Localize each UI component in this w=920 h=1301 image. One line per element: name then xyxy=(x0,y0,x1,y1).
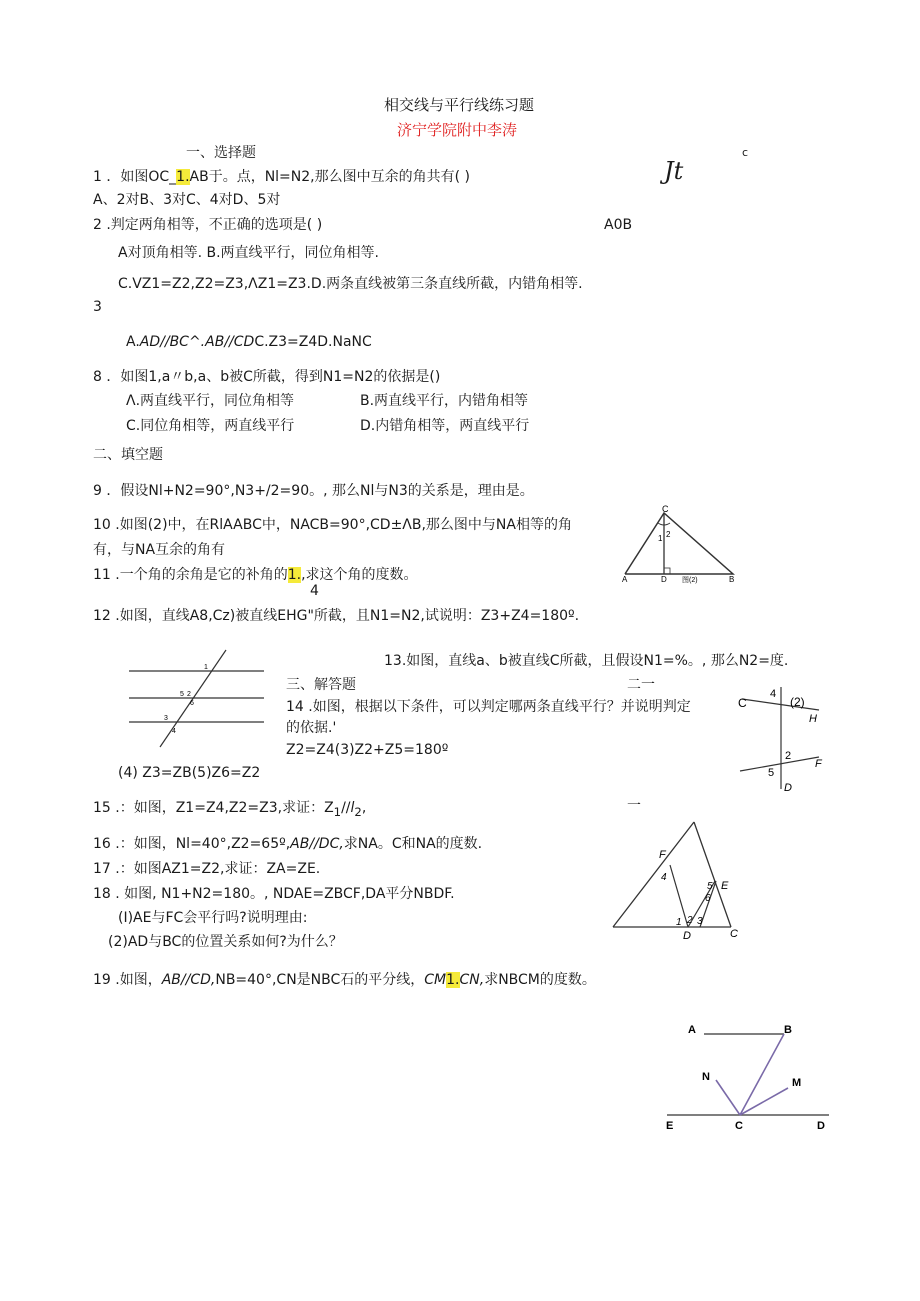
label-b: B xyxy=(729,575,735,584)
question-2: 2 .判定两角相等，不正确的选项是( ) xyxy=(93,217,323,233)
label-e: E xyxy=(666,1120,674,1132)
label-c: C xyxy=(662,504,669,514)
question-8-option-c: C.同位角相等，两直线平行 xyxy=(126,418,295,434)
question-3-options: A.AD//BC^.AB//CDC.Z3=Z4D.NaNC xyxy=(126,334,372,350)
label-2: 2 xyxy=(687,915,693,926)
figure-caption: 图(2) xyxy=(682,577,698,584)
question-12: 12 .如图，直线A8,Cz)被直线EHG"所截，且N1=N2,试说明：Z3+Z4=180º. xyxy=(93,608,580,624)
label-fig-2: (2) xyxy=(790,695,805,709)
figure-q18 xyxy=(610,817,745,942)
question-1: 1 ．如图OC_1.AB于。点，Nl=N2,那么图中互余的角共有( ) xyxy=(93,169,470,185)
label-1: 1 xyxy=(676,917,682,928)
label-2: 2 xyxy=(187,691,191,698)
question-2-line-1: A对顶角相等. B.两直线平行，同位角相等. xyxy=(118,245,379,261)
section-heading-choice: 一、选择题 xyxy=(186,145,256,161)
question-1-options: A、2对B、3对C、4对D、5对 xyxy=(93,192,281,208)
label-2: 2 xyxy=(785,750,792,762)
label-d: D xyxy=(683,930,691,942)
label-d: D xyxy=(784,782,792,794)
label-2: 2 xyxy=(666,530,671,539)
label-c: C xyxy=(730,928,738,940)
question-11: 11 .一个角的余角是它的补角的1.,求这个角的度数。 xyxy=(93,567,418,583)
label-1: 1 xyxy=(204,664,208,671)
label-5: 5 xyxy=(768,767,775,779)
question-14-line-1: 14 .如图，根据以下条件，可以判定哪两条直线平行？并说明判定 xyxy=(286,699,691,715)
label-d: D xyxy=(661,575,667,584)
question-8-option-a: Λ.两直线平行，同位角相等 xyxy=(126,393,295,409)
label-4: 4 xyxy=(661,872,667,883)
label-4: 4 xyxy=(172,728,176,735)
label-5: 5 xyxy=(180,691,184,698)
section-heading-fill: 二、填空题 xyxy=(93,447,163,463)
question-15: 15 .：如图，Z1=Z4,Z2=Z3,求证：$Z_1//l_2$, xyxy=(93,800,367,819)
question-11-denominator: 4 xyxy=(310,583,319,599)
section-heading-answer: 三、解答题 xyxy=(286,677,356,693)
question-19: 19 .如图，AB//CD,NB=40°,CN是NBC石的平分线，CM1.CN,求NBCM的度数。 xyxy=(93,972,596,988)
question-16: 16 .：如图，Nl=40°,Z2=65º,AB//DC,求NA。C和NA的度数. xyxy=(93,836,483,852)
question-9: 9 ．假设Nl+N2=90°,N3+/2=90。, 那么Nl与N3的关系是，理由是。 xyxy=(93,483,534,499)
corner-mark: c xyxy=(742,146,749,159)
question-17: 17 .：如图AZ1=Z2,求证：ZA=ZE. xyxy=(93,861,321,877)
label-1: 1 xyxy=(658,534,663,543)
question-14-line-2: 的依据.' xyxy=(286,720,337,736)
question-14-line-4: (4) Z3=ZB(5)Z6=Z2 xyxy=(118,765,261,781)
label-4: 4 xyxy=(770,688,777,700)
label-a: A xyxy=(622,575,628,584)
question-10-line-2: 有，与NA互余的角有 xyxy=(93,542,226,558)
question-18: 18 . 如图, N1+N2=180。, NDAE=ZBCF,DA平分NBDF. xyxy=(93,886,455,902)
a0b-mark: A0B xyxy=(604,217,633,233)
page-subtitle: 济宁学院附中李涛 xyxy=(397,121,518,139)
label-e: E xyxy=(721,880,729,892)
label-5: 5 xyxy=(707,881,713,892)
label-3: 3 xyxy=(697,916,703,927)
question-10-line-1: 10 .如图(2)中，在RlAABC中，NACB=90°,CD±ΛB,那么图中与NA相等的角 xyxy=(93,517,572,533)
question-2-line-2: C.VZ1=Z2,Z2=Z3,ΛZ1=Z3.D.两条直线被第三条直线所截，内错角相等. xyxy=(118,276,583,292)
question-18-part-2: (2)AD与BC的位置关系如何?为什么？ xyxy=(108,934,343,950)
question-18-part-1: (I)AE与FC会平行吗?说明理由: xyxy=(118,910,308,926)
label-6: 6 xyxy=(190,700,194,707)
label-3: 3 xyxy=(164,715,168,722)
label-6: 6 xyxy=(705,893,711,904)
parallel-lines-figure-q12 xyxy=(124,645,274,750)
lines-figure-q14 xyxy=(737,685,827,793)
label-b: B xyxy=(784,1024,792,1036)
label-n: N xyxy=(702,1071,710,1083)
question-8-option-d: D.内错角相等，两直线平行 xyxy=(360,418,530,434)
figure-q19 xyxy=(664,1020,834,1135)
question-15-dash: 一 xyxy=(627,798,641,814)
label-m: M xyxy=(792,1077,802,1089)
question-8: 8 ．如图1,a〃b,a、b被C所截，得到N1=N2的依据是() xyxy=(93,369,441,385)
triangle-figure-q10 xyxy=(618,503,740,583)
question-3-number: 3 xyxy=(93,299,102,315)
label-d: D xyxy=(817,1120,825,1132)
label-c: C xyxy=(738,696,747,710)
question-14-line-3: Z2=Z4(3)Z2+Z5=180º xyxy=(286,742,449,758)
jt-mark: Jt xyxy=(664,157,684,185)
label-f: F xyxy=(815,758,822,770)
label-h: H xyxy=(809,713,817,725)
label-f: F xyxy=(659,849,666,861)
dash-mark: 二一 xyxy=(627,677,655,693)
page-title: 相交线与平行线练习题 xyxy=(384,96,535,114)
question-13: 13.如图，直线a、b被直线C所截，且假设N1=%。, 那么N2=度. xyxy=(384,653,789,669)
label-c: C xyxy=(735,1120,743,1132)
label-a: A xyxy=(688,1024,696,1036)
question-8-option-b: B.两直线平行，内错角相等 xyxy=(360,393,529,409)
